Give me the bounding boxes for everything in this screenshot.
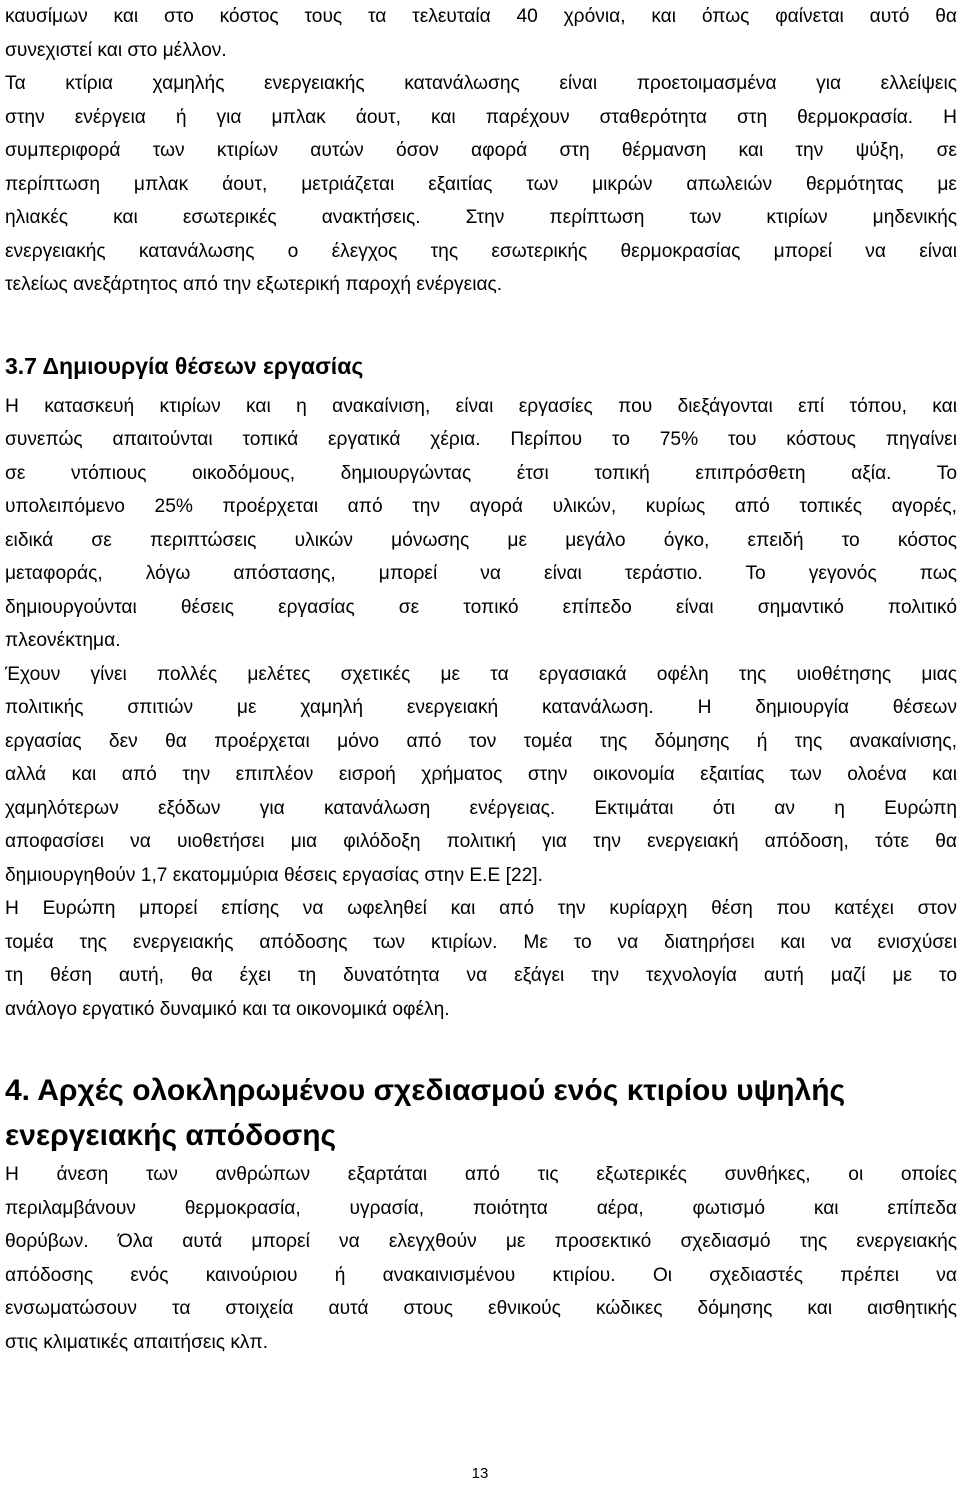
page-number: 13 (471, 1465, 489, 1482)
text-line: Η κατασκευή κτιρίων και η ανακαίνιση, είναι εργασίες που διεξάγονται επί τόπου, και (5, 395, 957, 417)
text-line: ηλιακές και εσωτερικές ανακτήσεις. Στην περίπτωση των κτιρίων μηδενικής (5, 207, 957, 228)
text-line: ειδικά σε περιπτώσεις υλικών μόνωσης με μεγάλο όγκο, επειδή το κόστος (5, 529, 957, 551)
text-line: ανάλογο εργατικό δυναμικό και τα οικονομικά οφέλη. (5, 998, 450, 1020)
text-line: μεταφοράς, λόγω απόστασης, μπορεί να είναι τεράστιο. Το γεγονός πως (5, 563, 957, 584)
text-line: Η άνεση των ανθρώπων εξαρτάται από τις εξωτερικές συνθήκες, οι οποίες (5, 1164, 957, 1185)
text-line: συμπεριφορά των κτιρίων αυτών όσον αφορά στη θέρμανση και την ψύξη, σε (5, 140, 957, 161)
text-line: Έχουν γίνει πολλές μελέτες σχετικές με τα εργασιακά οφέλη της υιοθέτησης μιας (5, 663, 957, 685)
chapter-heading: ενεργειακής απόδοσης (5, 1119, 337, 1152)
document-page (5, 0, 957, 1359)
text-line: αλλά και από την επιπλέον εισροή χρήματος στην οικονομία εξαιτίας των ολοένα και (5, 764, 957, 785)
text-line: τομέα της ενεργειακής απόδοσης των κτιρίων. Με το να διατηρήσει και να ενισχύσει (5, 931, 957, 953)
section-heading: 3.7 Δημιουργία θέσεων εργασίας (5, 352, 364, 379)
text-line: ενεργειακής κατανάλωσης ο έλεγχος της εσωτερικής θερμοκρασίας μπορεί να είναι (5, 240, 957, 262)
text-line: τελείως ανεξάρτητος από την εξωτερική παροχή ενέργειας. (5, 274, 503, 295)
text-line: Τα κτίρια χαμηλής ενεργειακής κατανάλωσης είναι προετοιμασμένα για ελλείψεις (5, 73, 957, 94)
text-line: δημιουργηθούν 1,7 εκατομμύρια θέσεις εργασίας στην Ε.Ε [22]. (5, 864, 543, 886)
text-line: σε ντόπιους οικοδόμους, δημιουργώντας έτσι τοπική επιπρόσθετη αξία. Το (5, 462, 957, 484)
text-line: συνεχιστεί και στο μέλλον. (5, 39, 227, 61)
chapter-heading: 4. Αρχές ολοκληρωμένου σχεδιασμού ενός κτιρίου υψηλής (5, 1074, 846, 1107)
text-line: περίπτωση μπλακ άουτ, μετριάζεται εξαιτίας των μικρών απωλειών θερμότητας με (5, 173, 957, 195)
text-line: στην ενέργεια ή για μπλακ άουτ, και παρέχουν σταθερότητα στη θερμοκρασία. Η (5, 106, 957, 128)
text-line: Η Ευρώπη μπορεί επίσης να ωφεληθεί και από την κυρίαρχη θέση που κατέχει στον (5, 898, 957, 919)
text-line: πλεονέκτημα. (5, 630, 121, 651)
text-line: αποφασίσει να υιοθετήσει μια φιλόδοξη πολιτική για την ενεργειακή απόδοση, τότε θα (5, 831, 957, 852)
text-line: δημιουργούνται θέσεις εργασίας σε τοπικό επίπεδο είναι σημαντικό πολιτικό (5, 596, 957, 618)
text-line: εργασίας δεν θα προέρχεται μόνο από τον τομέα της δόμησης ή της ανακαίνισης, (5, 730, 957, 752)
text-line: περιλαμβάνουν θερμοκρασία, υγρασία, ποιότητα αέρα, φωτισμό και επίπεδα (5, 1197, 957, 1219)
text-line: στις κλιματικές απαιτήσεις κλπ. (5, 1331, 269, 1353)
text-line: θορύβων. Όλα αυτά μπορεί να ελεγχθούν με προσεκτικό σχεδιασμό της ενεργειακής (5, 1231, 957, 1252)
text-line: ενσωματώσουν τα στοιχεία αυτά στους εθνικούς κώδικες δόμησης και αισθητικής (5, 1298, 957, 1319)
text-line: χαμηλότερων εξόδων για κατανάλωση ενέργειας. Εκτιμάται ότι αν η Ευρώπη (5, 797, 957, 819)
text-line: τη θέση αυτή, θα έχει τη δυνατότητα να εξάγει την τεχνολογία αυτή μαζί με το (5, 965, 957, 986)
text-line: απόδοσης ενός καινούριου ή ανακαινισμένου κτιρίου. Οι σχεδιαστές πρέπει να (5, 1264, 957, 1286)
text-line: καυσίμων και στο κόστος τους τα τελευταία 40 χρόνια, και όπως φαίνεται αυτό θα (5, 6, 957, 27)
text-line: συνεπώς απαιτούνται τοπικά εργατικά χέρια. Περίπου το 75% του κόστους πηγαίνει (5, 429, 957, 450)
text-line: υπολειπόμενο 25% προέρχεται από την αγορά υλικών, κυρίως από τοπικές αγορές, (5, 496, 957, 517)
text-line: πολιτικής σπιτιών με χαμηλή ενεργειακή κατανάλωση. Η δημιουργία θέσεων (5, 697, 957, 718)
